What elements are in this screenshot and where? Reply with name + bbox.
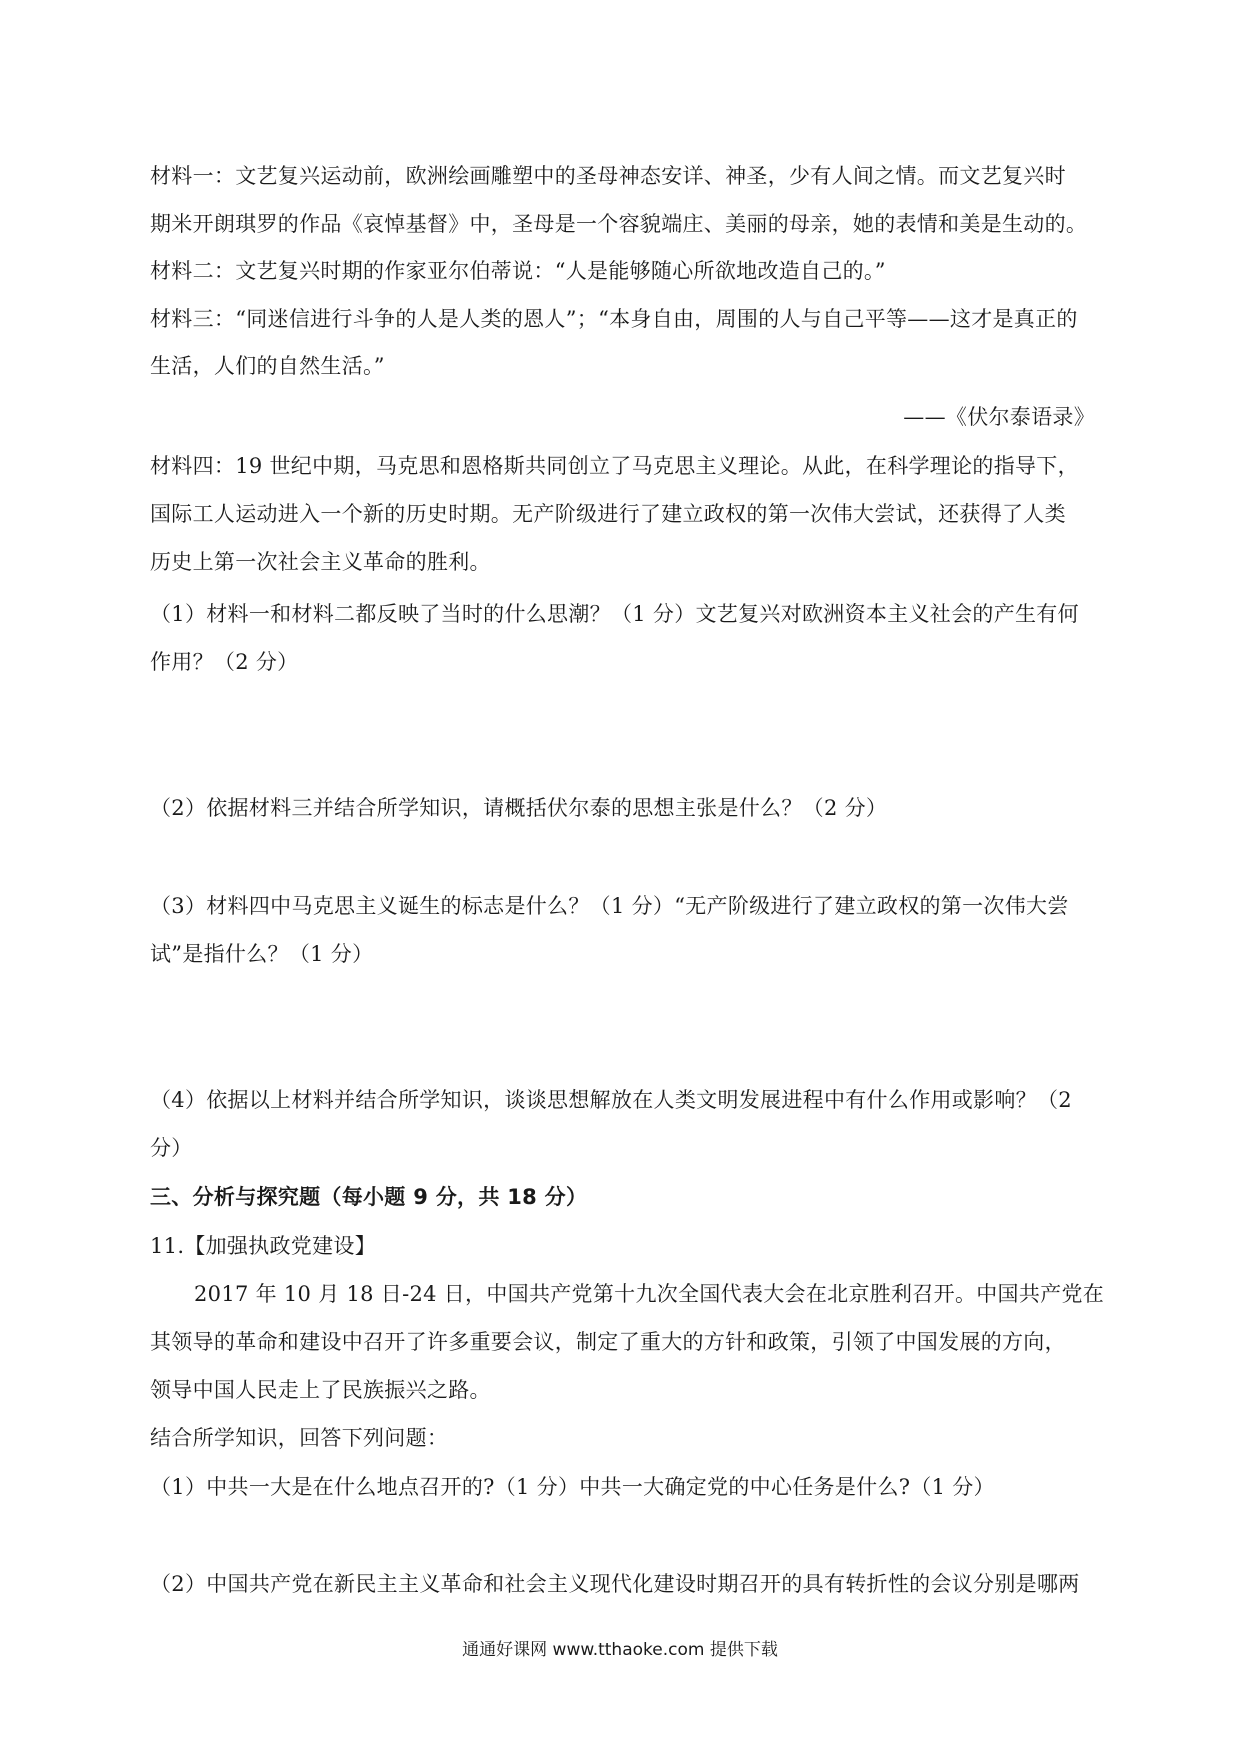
question-11-2-line-1: （2）中国共产党在新民主主义革命和社会主义现代化建设时期召开的具有转折性的会议分别是哪两: [150, 1572, 1080, 1596]
question-10-4-line-1: （4）依据以上材料并结合所学知识，谈谈思想解放在人类文明发展进程中有什么作用或影响？（2: [150, 1088, 1072, 1112]
question-11-paragraph-line-2: 其领导的革命和建设中召开了许多重要会议，制定了重大的方针和政策，引领了中国发展的方向，: [150, 1330, 1066, 1354]
question-11-1: （1）中共一大是在什么地点召开的?（1 分）中共一大确定党的中心任务是什么?（1 分）: [150, 1475, 995, 1499]
material-three-line-1: 材料三：“同迷信进行斗争的人是人类的恩人”；“本身自由，周围的人与自己平等——这才是真正的: [150, 307, 1078, 331]
page-footer: 通通好课网 www.tthaoke.com 提供下载: [462, 1640, 778, 1660]
material-one-line-2: 期米开朗琪罗的作品《哀悼基督》中，圣母是一个容貌端庄、美丽的母亲，她的表情和美是生动的。: [150, 212, 1088, 236]
question-10-3-line-1: （3）材料四中马克思主义诞生的标志是什么？（1 分）“无产阶级进行了建立政权的第一次伟大尝: [150, 894, 1069, 918]
material-three-line-2: 生活，人们的自然生活。”: [150, 354, 385, 378]
question-11-paragraph-line-1: 2017 年 10 月 18 日-24 日，中国共产党第十九次全国代表大会在北京胜利召开。中国共产党在: [194, 1282, 1105, 1306]
material-two: 材料二：文艺复兴时期的作家亚尔伯蒂说：“人是能够随心所欲地改造自己的。”: [150, 259, 886, 283]
question-11-title: 11.【加强执政党建设】: [150, 1234, 376, 1258]
material-one-line-1: 材料一：文艺复兴运动前，欧洲绘画雕塑中的圣母神态安详、神圣，少有人间之情。而文艺复兴时: [150, 164, 1066, 188]
material-three-source: ——《伏尔泰语录》: [903, 405, 1095, 429]
question-10-3-line-2: 试”是指什么？（1 分）: [150, 942, 374, 966]
question-11-prompt: 结合所学知识，回答下列问题：: [150, 1426, 449, 1450]
material-four-line-1: 材料四：19 世纪中期，马克思和恩格斯共同创立了马克思主义理论。从此，在科学理论的指导下，: [150, 454, 1079, 478]
question-10-1-line-1: （1）材料一和材料二都反映了当时的什么思潮？（1 分）文艺复兴对欧洲资本主义社会的产生有何: [150, 602, 1079, 626]
question-10-4-line-2: 分）: [150, 1136, 193, 1160]
question-10-2: （2）依据材料三并结合所学知识，请概括伏尔泰的思想主张是什么？（2 分）: [150, 796, 888, 820]
question-10-1-line-2: 作用？（2 分）: [150, 650, 299, 674]
material-four-line-2: 国际工人运动进入一个新的历史时期。无产阶级进行了建立政权的第一次伟大尝试，还获得了人类: [150, 502, 1066, 526]
section-three-heading: 三、分析与探究题（每小题 9 分，共 18 分）: [150, 1185, 588, 1209]
material-four-line-3: 历史上第一次社会主义革命的胜利。: [150, 550, 491, 574]
question-11-paragraph-line-3: 领导中国人民走上了民族振兴之路。: [150, 1378, 491, 1402]
